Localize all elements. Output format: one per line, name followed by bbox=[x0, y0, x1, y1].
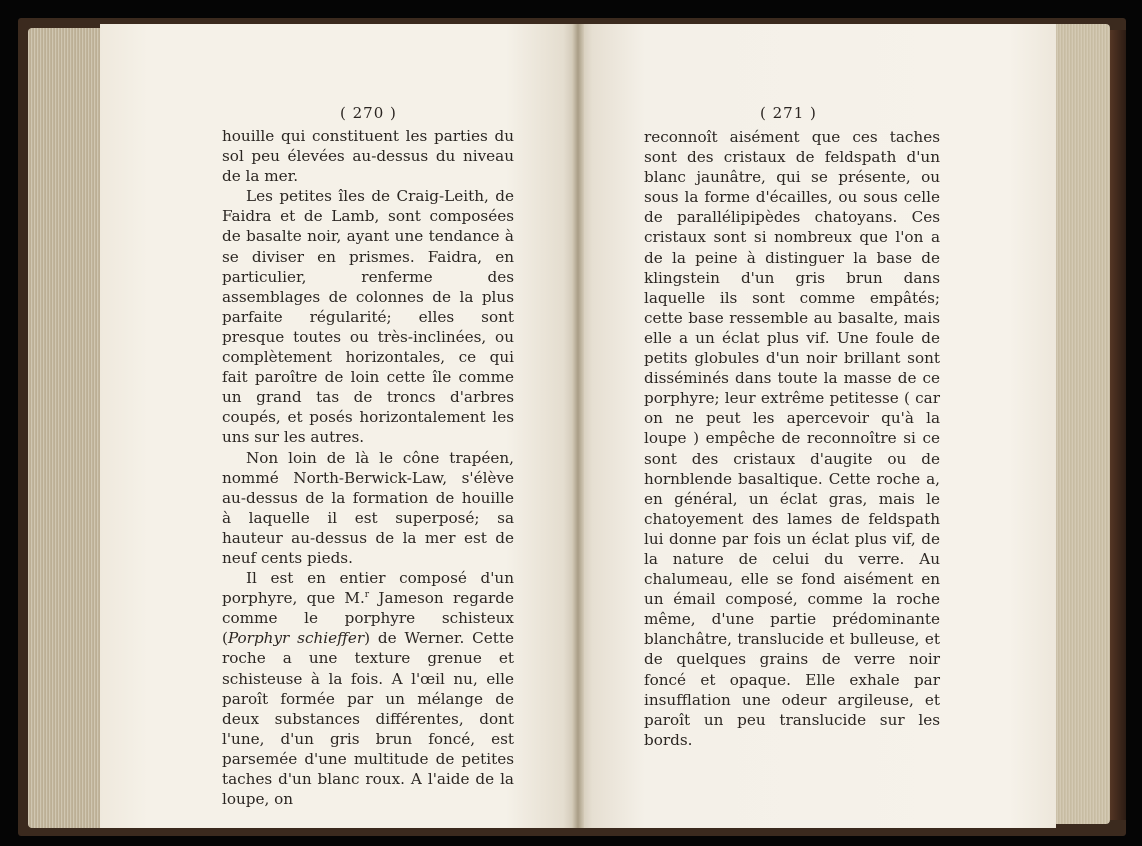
superscript: r bbox=[364, 590, 370, 601]
right-page-stack bbox=[1052, 24, 1110, 824]
paragraph: reconnoît aisément que ces taches sont des cristaux de feldspath d'un blanc jaunâtre, qui se présente, ou sous la forme d'écailles, ou sous celle de parallélipipèdes chatoyans. Ces cristaux sont si nombreux que l'on a de la peine à distinguer la base de klingstein d'un gris brun dans laquelle ils sont comme empâtés; cette base ressemble au basalte, mais elle a un éclat plus vif. Une foule de petits globules d'un noir brillant sont disséminés dans toute la masse de ce porphyre; leur extrême petitesse ( car on ne peut les apercevoir qu'à la loupe ) empêche de reconnoître si ce sont des cristaux d'augite ou de hornblende basaltique. Cette roche a, en général, un éclat gras, mais le chatoyement des lames de feldspath lui donne par fois un éclat plus vif, de la nature de celui du verre. Au chalumeau, elle se fond aisément en un émail composé, comme la roche même, d'une partie prédominante blanchâtre, translucide et bulleuse, et de quelques grains de verre noir foncé et opaque. Elle exhale par insufflation une odeur argileuse, et paroît un peu translucide sur les bords. bbox=[644, 128, 940, 749]
paragraph: houille qui constituent les parties du sol peu élevées au-dessus du niveau de la mer. bbox=[222, 127, 514, 186]
text-run: Il est en entier composé d'un porphyre, que M. bbox=[222, 569, 514, 608]
left-page-text bbox=[222, 126, 514, 809]
right-page-text bbox=[644, 127, 940, 750]
paragraph bbox=[222, 568, 514, 809]
paragraph: Les petites îles de Craig-Leith, de Faidra et de Lamb, sont composées de basalte noir, ayant une tendance à se diviser en prismes. Faidra, en particulier, renferme des assemblages de colonnes de la plus parfaite régularité; elles sont presque toutes ou très-inclinées, ou complètement horizontales, ce qui fait paroître de loin cette île comme un grand tas de troncs d'arbres coupés, et posés horizontalement les uns sur les autres. bbox=[222, 187, 514, 447]
text-run: Jameson regarde comme le porphyre schisteux ( bbox=[222, 589, 514, 648]
left-page-stack bbox=[28, 28, 108, 828]
book-gutter bbox=[572, 24, 584, 828]
paragraph: Non loin de là le cône trapéen, nommé North-Berwick-Law, s'élève au-dessus de la formation de houille à laquelle il est superposé; sa hauteur au-dessus de la mer est de neuf cents pieds. bbox=[222, 448, 514, 567]
right-page-number: ( 271 ) bbox=[760, 104, 817, 122]
italic-term: Porphyr schieffer bbox=[227, 629, 365, 648]
text-run: ) de Werner. Cette roche a une texture grenue et schisteuse à la fois. A l'œil nu, elle paroît formée par un mélange de deux substances différentes, dont l'une, d'un gris brun foncé, est parsemée d'une multitude de petites taches d'un blanc roux. A l'aide de la loupe, on bbox=[222, 629, 514, 809]
left-page-number: ( 270 ) bbox=[340, 104, 397, 122]
